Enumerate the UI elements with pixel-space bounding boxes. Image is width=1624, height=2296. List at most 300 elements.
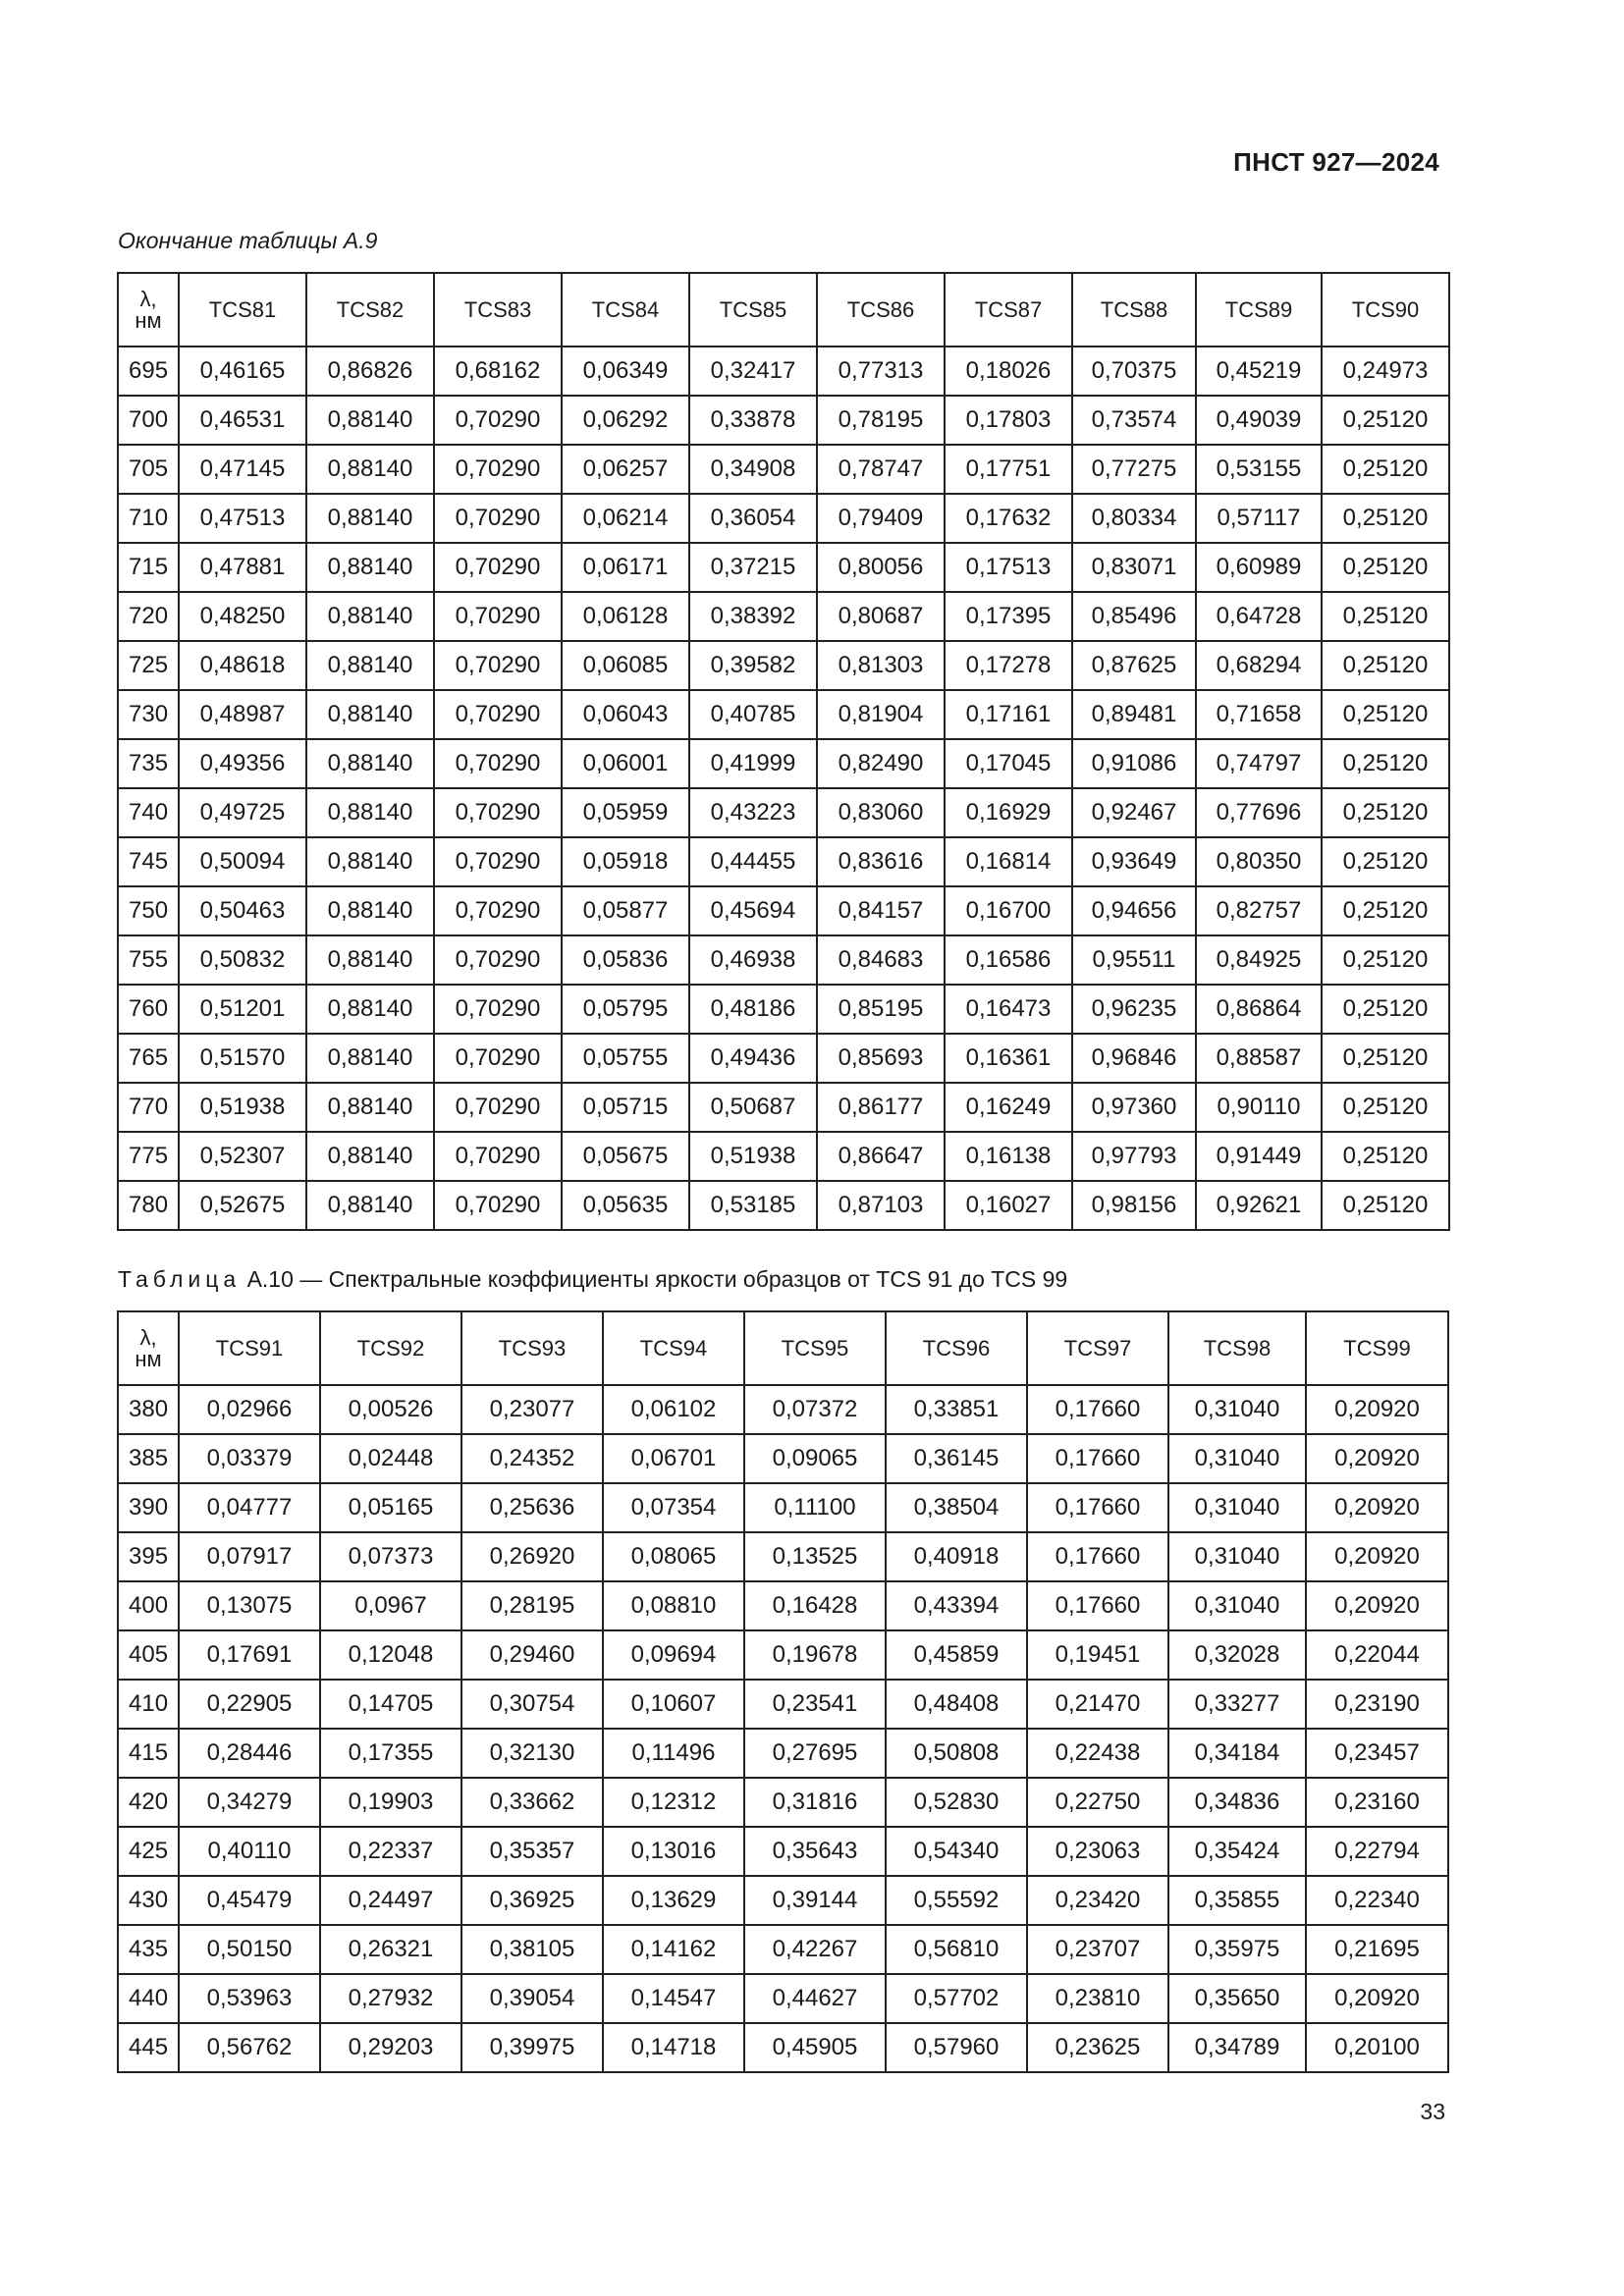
value-cell: 0,34184: [1168, 1729, 1306, 1778]
value-cell: 0,25120: [1322, 1132, 1449, 1181]
value-cell: 0,39582: [689, 641, 817, 690]
wavelength-cell: 710: [118, 494, 179, 543]
value-cell: 0,40785: [689, 690, 817, 739]
value-cell: 0,80056: [817, 543, 945, 592]
lambda-header: [118, 1311, 179, 1385]
value-cell: 0,23707: [1027, 1925, 1168, 1974]
wavelength-cell: 745: [118, 837, 179, 886]
value-cell: 0,56762: [179, 2023, 320, 2072]
value-cell: 0,25120: [1322, 935, 1449, 985]
value-cell: 0,43394: [886, 1581, 1027, 1630]
value-cell: 0,16929: [945, 788, 1072, 837]
wavelength-cell: 770: [118, 1083, 179, 1132]
value-cell: 0,06292: [562, 396, 689, 445]
value-cell: 0,74797: [1196, 739, 1322, 788]
table-row: [118, 347, 1449, 396]
value-cell: 0,52675: [179, 1181, 306, 1230]
value-cell: 0,70290: [434, 396, 562, 445]
value-cell: 0,34836: [1168, 1778, 1306, 1827]
value-cell: 0,06701: [603, 1434, 744, 1483]
value-cell: 0,09065: [744, 1434, 886, 1483]
column-header: TCS81: [179, 273, 306, 347]
value-cell: 0,93649: [1072, 837, 1196, 886]
value-cell: 0,35650: [1168, 1974, 1306, 2023]
value-cell: 0,49725: [179, 788, 306, 837]
value-cell: 0,05959: [562, 788, 689, 837]
value-cell: 0,48186: [689, 985, 817, 1034]
value-cell: 0,07372: [744, 1385, 886, 1434]
value-cell: 0,97793: [1072, 1132, 1196, 1181]
value-cell: 0,88140: [306, 445, 434, 494]
value-cell: 0,12312: [603, 1778, 744, 1827]
value-cell: 0,05635: [562, 1181, 689, 1230]
value-cell: 0,28195: [461, 1581, 603, 1630]
value-cell: 0,70290: [434, 494, 562, 543]
table-row: [118, 2023, 1448, 2072]
value-cell: 0,84683: [817, 935, 945, 985]
value-cell: 0,91086: [1072, 739, 1196, 788]
value-cell: 0,80350: [1196, 837, 1322, 886]
table-row: [118, 1434, 1448, 1483]
value-cell: 0,34789: [1168, 2023, 1306, 2072]
table-row: [118, 985, 1449, 1034]
value-cell: 0,14547: [603, 1974, 744, 2023]
column-header: TCS85: [689, 273, 817, 347]
table-row: [118, 788, 1449, 837]
value-cell: 0,88140: [306, 1083, 434, 1132]
wavelength-cell: 715: [118, 543, 179, 592]
value-cell: 0,13525: [744, 1532, 886, 1581]
value-cell: 0,70375: [1072, 347, 1196, 396]
value-cell: 0,88140: [306, 641, 434, 690]
value-cell: 0,0967: [320, 1581, 461, 1630]
value-cell: 0,03379: [179, 1434, 320, 1483]
value-cell: 0,23457: [1306, 1729, 1448, 1778]
table-row: [118, 739, 1449, 788]
wavelength-cell: 765: [118, 1034, 179, 1083]
value-cell: 0,45859: [886, 1630, 1027, 1680]
value-cell: 0,06257: [562, 445, 689, 494]
value-cell: 0,51938: [179, 1083, 306, 1132]
value-cell: 0,23541: [744, 1680, 886, 1729]
value-cell: 0,31040: [1168, 1581, 1306, 1630]
value-cell: 0,20920: [1306, 1581, 1448, 1630]
value-cell: 0,22750: [1027, 1778, 1168, 1827]
value-cell: 0,57960: [886, 2023, 1027, 2072]
value-cell: 0,10607: [603, 1680, 744, 1729]
value-cell: 0,45479: [179, 1876, 320, 1925]
value-cell: 0,51938: [689, 1132, 817, 1181]
value-cell: 0,41999: [689, 739, 817, 788]
table-row: [118, 1385, 1448, 1434]
value-cell: 0,77313: [817, 347, 945, 396]
value-cell: 0,07917: [179, 1532, 320, 1581]
value-cell: 0,45219: [1196, 347, 1322, 396]
value-cell: 0,52830: [886, 1778, 1027, 1827]
value-cell: 0,23077: [461, 1385, 603, 1434]
value-cell: 0,17660: [1027, 1483, 1168, 1532]
value-cell: 0,68162: [434, 347, 562, 396]
value-cell: 0,22340: [1306, 1876, 1448, 1925]
value-cell: 0,33851: [886, 1385, 1027, 1434]
value-cell: 0,60989: [1196, 543, 1322, 592]
value-cell: 0,86647: [817, 1132, 945, 1181]
value-cell: 0,46531: [179, 396, 306, 445]
value-cell: 0,70290: [434, 886, 562, 935]
value-cell: 0,25120: [1322, 690, 1449, 739]
value-cell: 0,88140: [306, 1181, 434, 1230]
value-cell: 0,06102: [603, 1385, 744, 1434]
value-cell: 0,38105: [461, 1925, 603, 1974]
value-cell: 0,85496: [1072, 592, 1196, 641]
value-cell: 0,83060: [817, 788, 945, 837]
value-cell: 0,30754: [461, 1680, 603, 1729]
value-cell: 0,23160: [1306, 1778, 1448, 1827]
value-cell: 0,48618: [179, 641, 306, 690]
value-cell: 0,19451: [1027, 1630, 1168, 1680]
value-cell: 0,04777: [179, 1483, 320, 1532]
table-row: [118, 543, 1449, 592]
value-cell: 0,33277: [1168, 1680, 1306, 1729]
value-cell: 0,23810: [1027, 1974, 1168, 2023]
value-cell: 0,43223: [689, 788, 817, 837]
table-row: [118, 1729, 1448, 1778]
value-cell: 0,22438: [1027, 1729, 1168, 1778]
table-row: [118, 1034, 1449, 1083]
value-cell: 0,22044: [1306, 1630, 1448, 1680]
value-cell: 0,05755: [562, 1034, 689, 1083]
value-cell: 0,13016: [603, 1827, 744, 1876]
value-cell: 0,21470: [1027, 1680, 1168, 1729]
table-row: [118, 494, 1449, 543]
value-cell: 0,78747: [817, 445, 945, 494]
wavelength-cell: 395: [118, 1532, 179, 1581]
value-cell: 0,45694: [689, 886, 817, 935]
value-cell: 0,91449: [1196, 1132, 1322, 1181]
value-cell: 0,70290: [434, 1181, 562, 1230]
value-cell: 0,39144: [744, 1876, 886, 1925]
wavelength-cell: 405: [118, 1630, 179, 1680]
value-cell: 0,18026: [945, 347, 1072, 396]
wavelength-cell: 430: [118, 1876, 179, 1925]
value-cell: 0,48250: [179, 592, 306, 641]
column-header: TCS82: [306, 273, 434, 347]
value-cell: 0,88140: [306, 592, 434, 641]
value-cell: 0,06043: [562, 690, 689, 739]
wavelength-cell: 445: [118, 2023, 179, 2072]
table-a10: [117, 1310, 1449, 2073]
value-cell: 0,70290: [434, 985, 562, 1034]
value-cell: 0,51570: [179, 1034, 306, 1083]
value-cell: 0,20920: [1306, 1532, 1448, 1581]
value-cell: 0,53155: [1196, 445, 1322, 494]
value-cell: 0,27932: [320, 1974, 461, 2023]
value-cell: 0,98156: [1072, 1181, 1196, 1230]
value-cell: 0,06001: [562, 739, 689, 788]
value-cell: 0,27695: [744, 1729, 886, 1778]
column-header: TCS87: [945, 273, 1072, 347]
value-cell: 0,84157: [817, 886, 945, 935]
table-row: [118, 1483, 1448, 1532]
value-cell: 0,77275: [1072, 445, 1196, 494]
value-cell: 0,17660: [1027, 1532, 1168, 1581]
value-cell: 0,88140: [306, 690, 434, 739]
value-cell: 0,25120: [1322, 641, 1449, 690]
value-cell: 0,05715: [562, 1083, 689, 1132]
value-cell: 0,24973: [1322, 347, 1449, 396]
value-cell: 0,02966: [179, 1385, 320, 1434]
value-cell: 0,33878: [689, 396, 817, 445]
value-cell: 0,25120: [1322, 1034, 1449, 1083]
value-cell: 0,25120: [1322, 886, 1449, 935]
value-cell: 0,49436: [689, 1034, 817, 1083]
value-cell: 0,23625: [1027, 2023, 1168, 2072]
value-cell: 0,50808: [886, 1729, 1027, 1778]
value-cell: 0,70290: [434, 1034, 562, 1083]
value-cell: 0,36145: [886, 1434, 1027, 1483]
wavelength-cell: 755: [118, 935, 179, 985]
value-cell: 0,70290: [434, 1132, 562, 1181]
column-header: TCS99: [1306, 1311, 1448, 1385]
value-cell: 0,88140: [306, 739, 434, 788]
value-cell: 0,26920: [461, 1532, 603, 1581]
value-cell: 0,26321: [320, 1925, 461, 1974]
value-cell: 0,31040: [1168, 1483, 1306, 1532]
value-cell: 0,16138: [945, 1132, 1072, 1181]
column-header: TCS83: [434, 273, 562, 347]
value-cell: 0,31816: [744, 1778, 886, 1827]
value-cell: 0,89481: [1072, 690, 1196, 739]
value-cell: 0,00526: [320, 1385, 461, 1434]
value-cell: 0,02448: [320, 1434, 461, 1483]
value-cell: 0,50832: [179, 935, 306, 985]
value-cell: 0,34908: [689, 445, 817, 494]
value-cell: 0,35643: [744, 1827, 886, 1876]
wavelength-cell: 725: [118, 641, 179, 690]
wavelength-cell: 400: [118, 1581, 179, 1630]
value-cell: 0,22905: [179, 1680, 320, 1729]
value-cell: 0,07354: [603, 1483, 744, 1532]
table-header-row: [118, 1311, 1448, 1385]
column-header: TCS91: [179, 1311, 320, 1385]
value-cell: 0,52307: [179, 1132, 306, 1181]
value-cell: 0,55592: [886, 1876, 1027, 1925]
table-caption-label: Таблица: [118, 1266, 242, 1292]
value-cell: 0,88587: [1196, 1034, 1322, 1083]
value-cell: 0,42267: [744, 1925, 886, 1974]
value-cell: 0,92621: [1196, 1181, 1322, 1230]
value-cell: 0,88140: [306, 985, 434, 1034]
wavelength-cell: 775: [118, 1132, 179, 1181]
wavelength-cell: 385: [118, 1434, 179, 1483]
value-cell: 0,25120: [1322, 543, 1449, 592]
value-cell: 0,37215: [689, 543, 817, 592]
value-cell: 0,86177: [817, 1083, 945, 1132]
value-cell: 0,29203: [320, 2023, 461, 2072]
value-cell: 0,25120: [1322, 837, 1449, 886]
value-cell: 0,19678: [744, 1630, 886, 1680]
wavelength-cell: 730: [118, 690, 179, 739]
value-cell: 0,92467: [1072, 788, 1196, 837]
column-header: TCS97: [1027, 1311, 1168, 1385]
value-cell: 0,17395: [945, 592, 1072, 641]
table-row: [118, 1876, 1448, 1925]
value-cell: 0,17278: [945, 641, 1072, 690]
table-a9: [117, 272, 1450, 1231]
value-cell: 0,17660: [1027, 1385, 1168, 1434]
table-row: [118, 1181, 1449, 1230]
table-row: [118, 1974, 1448, 2023]
value-cell: 0,12048: [320, 1630, 461, 1680]
value-cell: 0,34279: [179, 1778, 320, 1827]
wavelength-cell: 425: [118, 1827, 179, 1876]
wavelength-cell: 420: [118, 1778, 179, 1827]
wavelength-cell: 760: [118, 985, 179, 1034]
value-cell: 0,57702: [886, 1974, 1027, 2023]
table-header-row: [118, 273, 1449, 347]
value-cell: 0,25120: [1322, 985, 1449, 1034]
value-cell: 0,70290: [434, 641, 562, 690]
value-cell: 0,36925: [461, 1876, 603, 1925]
lambda-symbol: λ,: [139, 1324, 157, 1350]
value-cell: 0,36054: [689, 494, 817, 543]
table-row: [118, 1925, 1448, 1974]
value-cell: 0,31040: [1168, 1434, 1306, 1483]
table-row: [118, 1680, 1448, 1729]
value-cell: 0,96846: [1072, 1034, 1196, 1083]
value-cell: 0,88140: [306, 494, 434, 543]
value-cell: 0,88140: [306, 1034, 434, 1083]
value-cell: 0,84925: [1196, 935, 1322, 985]
value-cell: 0,16814: [945, 837, 1072, 886]
value-cell: 0,45905: [744, 2023, 886, 2072]
value-cell: 0,20920: [1306, 1434, 1448, 1483]
wavelength-cell: 440: [118, 1974, 179, 2023]
value-cell: 0,88140: [306, 543, 434, 592]
value-cell: 0,38392: [689, 592, 817, 641]
table-row: [118, 592, 1449, 641]
value-cell: 0,70290: [434, 935, 562, 985]
value-cell: 0,40918: [886, 1532, 1027, 1581]
value-cell: 0,44627: [744, 1974, 886, 2023]
value-cell: 0,08065: [603, 1532, 744, 1581]
table-row: [118, 935, 1449, 985]
wavelength-cell: 735: [118, 739, 179, 788]
value-cell: 0,82757: [1196, 886, 1322, 935]
value-cell: 0,47145: [179, 445, 306, 494]
value-cell: 0,06214: [562, 494, 689, 543]
value-cell: 0,51201: [179, 985, 306, 1034]
value-cell: 0,50463: [179, 886, 306, 935]
value-cell: 0,06349: [562, 347, 689, 396]
value-cell: 0,54340: [886, 1827, 1027, 1876]
value-cell: 0,88140: [306, 788, 434, 837]
value-cell: 0,53185: [689, 1181, 817, 1230]
value-cell: 0,83616: [817, 837, 945, 886]
value-cell: 0,14162: [603, 1925, 744, 1974]
column-header: TCS93: [461, 1311, 603, 1385]
value-cell: 0,16361: [945, 1034, 1072, 1083]
value-cell: 0,88140: [306, 1132, 434, 1181]
wavelength-cell: 705: [118, 445, 179, 494]
value-cell: 0,16700: [945, 886, 1072, 935]
table-row: [118, 1083, 1449, 1132]
value-cell: 0,97360: [1072, 1083, 1196, 1132]
value-cell: 0,28446: [179, 1729, 320, 1778]
value-cell: 0,81904: [817, 690, 945, 739]
value-cell: 0,06171: [562, 543, 689, 592]
value-cell: 0,05918: [562, 837, 689, 886]
value-cell: 0,05675: [562, 1132, 689, 1181]
value-cell: 0,08810: [603, 1581, 744, 1630]
value-cell: 0,48408: [886, 1680, 1027, 1729]
table-a9-caption: Окончание таблицы А.9: [118, 228, 378, 253]
value-cell: 0,35855: [1168, 1876, 1306, 1925]
value-cell: 0,22337: [320, 1827, 461, 1876]
column-header: TCS94: [603, 1311, 744, 1385]
value-cell: 0,86864: [1196, 985, 1322, 1034]
value-cell: 0,88140: [306, 886, 434, 935]
value-cell: 0,31040: [1168, 1385, 1306, 1434]
value-cell: 0,50094: [179, 837, 306, 886]
value-cell: 0,14705: [320, 1680, 461, 1729]
value-cell: 0,80687: [817, 592, 945, 641]
value-cell: 0,09694: [603, 1630, 744, 1680]
table-row: [118, 1132, 1449, 1181]
value-cell: 0,17632: [945, 494, 1072, 543]
value-cell: 0,81303: [817, 641, 945, 690]
value-cell: 0,17691: [179, 1630, 320, 1680]
wavelength-cell: 750: [118, 886, 179, 935]
value-cell: 0,88140: [306, 837, 434, 886]
value-cell: 0,20920: [1306, 1385, 1448, 1434]
table-row: [118, 837, 1449, 886]
value-cell: 0,47881: [179, 543, 306, 592]
value-cell: 0,70290: [434, 739, 562, 788]
value-cell: 0,24352: [461, 1434, 603, 1483]
lambda-symbol: λ,: [139, 286, 157, 311]
value-cell: 0,85195: [817, 985, 945, 1034]
value-cell: 0,25120: [1322, 494, 1449, 543]
value-cell: 0,68294: [1196, 641, 1322, 690]
value-cell: 0,11100: [744, 1483, 886, 1532]
value-cell: 0,35975: [1168, 1925, 1306, 1974]
value-cell: 0,05877: [562, 886, 689, 935]
value-cell: 0,64728: [1196, 592, 1322, 641]
value-cell: 0,96235: [1072, 985, 1196, 1034]
value-cell: 0,17660: [1027, 1434, 1168, 1483]
table-row: [118, 886, 1449, 935]
value-cell: 0,70290: [434, 592, 562, 641]
value-cell: 0,07373: [320, 1532, 461, 1581]
value-cell: 0,20920: [1306, 1483, 1448, 1532]
table-a10-caption: [118, 1266, 1067, 1293]
value-cell: 0,56810: [886, 1925, 1027, 1974]
value-cell: 0,13629: [603, 1876, 744, 1925]
value-cell: 0,23063: [1027, 1827, 1168, 1876]
value-cell: 0,20100: [1306, 2023, 1448, 2072]
value-cell: 0,94656: [1072, 886, 1196, 935]
table-row: [118, 641, 1449, 690]
value-cell: 0,78195: [817, 396, 945, 445]
value-cell: 0,82490: [817, 739, 945, 788]
value-cell: 0,38504: [886, 1483, 1027, 1532]
value-cell: 0,95511: [1072, 935, 1196, 985]
value-cell: 0,44455: [689, 837, 817, 886]
value-cell: 0,32417: [689, 347, 817, 396]
value-cell: 0,25120: [1322, 788, 1449, 837]
table-row: [118, 1581, 1448, 1630]
